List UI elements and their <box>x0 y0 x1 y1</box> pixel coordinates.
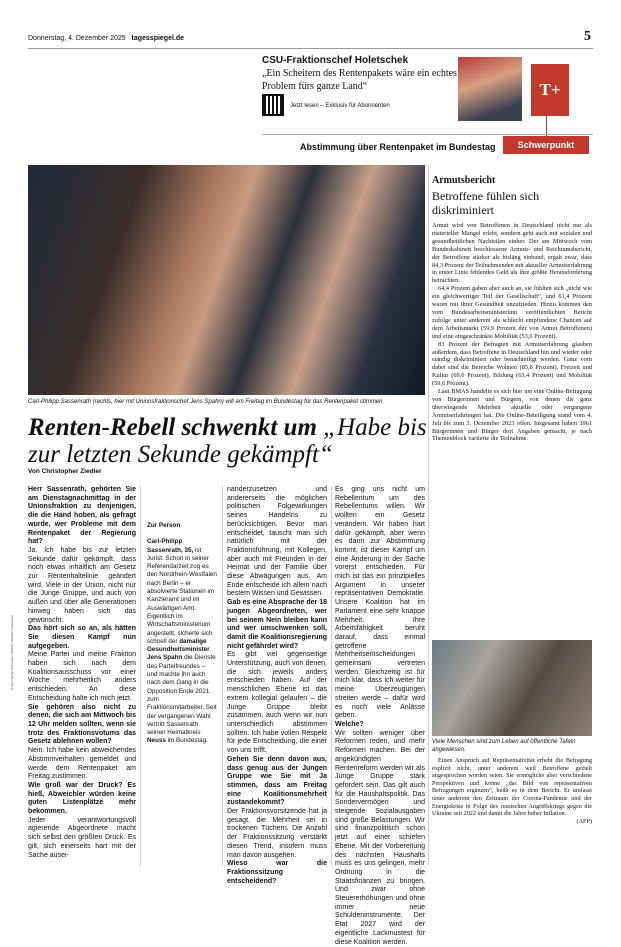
answer: Ja. Ich habe bis zur letzten Sekunde dafür gekämpft, dass noch etwas inhaltlich am Gesetz zur Rentenhaltelinie geändert wird. Viele in der Union, nicht nur die Junge Gruppe, und auch von außen und über alle Generationen hinweg haben sich das gewünscht. <box>28 546 136 624</box>
sidebox-body-2 <box>432 757 592 825</box>
answer: Jeder verantwortungsvoll agierende Abgeordnete macht sich selbst den größten Druck. Es gilt, sich einerseits hart mit der Sache ausei- <box>28 816 136 859</box>
headline <box>28 414 428 468</box>
masthead <box>28 35 184 42</box>
sidebox-headline: Betroffene fühlen sich diskriminiert <box>432 189 540 217</box>
photo-caption: Carl-Philipp Sassenrath (rechts, hier mit Unionsfraktionschef Jens Spahn) will am Freitag im Bundestag für das Rentenpaket stimmen. <box>28 399 385 405</box>
answer: Es gibt viel gegenseitige Unterstützung, auch von denen, die sich jeweils anders entschieden haben. Auf der menschlichen Ebene ist das extrem kollegial gelaufen – die Junge Gruppe bleibt zusammen, auch wenn wir nun unterschiedlich abstimmen sollten. Ich habe vollen Respekt für jede Entscheidung, die einer von uns trifft. <box>227 651 327 755</box>
question: Gehen Sie denn davon aus, dass genug aus der Jungen Gruppe wie Sie mit Ja stimmen, dass am Freitag eine Koalitionsmehrheit zustandekommt? <box>227 755 327 807</box>
headline-bold: Renten-Rebell schwenkt um <box>28 414 317 441</box>
question: Wie groß war der Druck? Es hieß, Abweichler würden keine guten Listenplätze mehr bekommen. <box>28 781 136 816</box>
masthead-date: Donnerstag, 4. Dezember 2025 <box>28 35 126 42</box>
column-divider <box>222 486 223 866</box>
section-label: Abstimmung über Rentenpaket im Bundestag <box>300 142 496 152</box>
question: Welche? <box>335 720 364 728</box>
teaser-quote[interactable]: „Ein Scheitern des Rentenpakets wäre ein echtes Problem fürs ganze Land“ <box>262 68 457 92</box>
question: Sie gehören also nicht zu denen, die sich am Mittwoch bis 12 Uhr melden sollten, wenn sie trotz des Fraktionsvotums das Gesetz ablehnen wollen? <box>28 703 136 746</box>
answer: Der Fraktionsvorsitzende hat ja gesagt, die Mehrheit sei in trockenen Tüchern. Die Anzahl der Fraktionssitzung verstärkt diesen Trend, insofern muss man davon ausgehen. <box>227 808 327 859</box>
question: Wieso war die Fraktionssitzung entscheidend? <box>227 860 327 885</box>
teaser-title[interactable]: CSU-Fraktionschef Holetschek <box>262 55 409 66</box>
top-divider <box>28 48 593 49</box>
column-divider <box>140 486 141 866</box>
page-number: 5 <box>584 29 591 44</box>
section-divider <box>262 134 593 135</box>
headline-rest: „Habe bis zur letzten Sekunde gekämpft“ <box>28 414 427 468</box>
sidebox-paragraph: Armut wird von Betroffenen in Deutschland nicht nur als materieller Mangel erlebt, sondern geht auch mit sozialen und gesundheitlichen Nachteilen einher. Der am Mittwoch vom Bundeskabinett beschlossene Armuts- und Reichtumsbericht, der Betroffene stärker als bisläng einband, ergab zwar, dass 84,3 Prozent der Teilnehmenden mit aktueller Armutserfahrung in erster Linie fehlendes Geld als ihre größte Herausforderung betrachten. <box>432 222 592 285</box>
tplus-badge[interactable]: T+ <box>531 64 569 116</box>
person-bold: damalige Gesundheitsminister Jens Spahn <box>147 637 210 662</box>
question: Herr Sassenrath, gehörten Sie am Dienstagnachmittag in der Unionsfraktion zu denjenigen, die die Hand hoben, als gefragt wurde, wer Probleme mit dem Rentenpaket der Regierung hat? <box>28 486 136 546</box>
question: Gab es eine Absprache der 18 jungen Abgeordneten, wer bei seinem Nein bleiben kann und wer umschwenken soll, damit die Koalitionsregierung nicht gefährdet wird? <box>227 599 327 650</box>
answer: nanderzusetzen und andererseits die möglichen politischen Folgewirkungen seines Handelns zu berücksichtigen. Bevor man entscheidet, tauscht man sich natürlich mit der Fraktionsführung, mit Kollegen, aber auch mit Freunden in der Heimat und der Familie über diese Abwägungen aus. Am Ende entscheide ich allein nach bestem Wissen und Gewissen. <box>227 486 327 598</box>
question: Das hört sich so an, als hätten Sie diesen Kampf nun aufgegeben. <box>28 625 136 650</box>
sidebox-paragraph: Laut BMAS handelte es sich hier um eine Online-Befragung von Bürgerinnen und Bürgern, von denen die ganz überwiegende Mehrheit aktuelle oder vergangene Armutserfahrungen hat. Die Online-Beteiligung stand vom 4. Juli bis zum 3. Dezember 2023 offen. Insgesamt haben 3961 Bürgerinnen und Bürger dort Angaben gemacht, je nach Themenblock variierte die Teilnahme. <box>432 388 592 443</box>
masthead-brand[interactable]: tagesspiegel.de <box>131 35 185 42</box>
answer: Es ging uns nicht um Rebellentum um des Rebellentums willen. Wir wollten ein Gesetz verändern. Wir haben hart dafür gekämpft, aber wenn es dann zur Abstimmung kommt, ist dieser Kampf um eine Änderung in der Sache vorerst entschieden. Für mich ist das ein prinzipielles Argument in unserer repräsentativen Demokratie. Unsere Koalition hat im Parlament eine sehr knappe Mehrheit. Ihre Arbeitsfähigkeit beruht darauf, dass einmal getroffene Mehrheitsentscheidungen gemeinsam vertreten werden. Gleichzeitig ist für mich klar, dass ich weiter für meine Überzeugungen streiten werde – dafür wird es noch viele Anlässe geben. <box>335 486 425 720</box>
sidebox-photo <box>432 640 592 736</box>
answer: Meine Partei und meine Fraktion haben sich nach dem Koalitionsausschuss vor einer Woche mehrheitlich anders entschieden. An diese Entscheidung halte ich mich jetzt. <box>28 651 136 702</box>
badge-line <box>546 116 547 136</box>
sidebox-paragraph: 83 Prozent der Befragten mit Armutserfahrung glauben außerdem, dass Betroffene in Deutschland hin und wieder oder ständig diskriminiert oder benachteiligt werden. Ganz vorn dabei sind die Bereiche Wohnen (85,8 Prozent), Freizeit und Kultur (69,6 Prozent), Bildung (63,4 Prozent) und Mobilität (59,6 Prozent). <box>432 340 592 388</box>
sidebox-paragraph: 64,4 Prozent gaben aber auch an, sie fühlten sich „nicht wie ein gleichwertiger Teil der Gesellschaft“, und 61,4 Prozent waren mit ihrer Gesundheit unzufrieden. Hinzu kommen den vom Bundesarbeitsministerium veröffentlichten Bericht zufolge unter anderem als schlecht empfundene Chancen auf dem Arbeitsmarkt (59,9 Prozent der von Armut Betroffenen) und eine eingeschränkte Mobilität (53,6 Prozent). <box>432 285 592 340</box>
interview-col-3 <box>227 486 327 886</box>
person-bold: Neuss <box>147 737 166 745</box>
qr-code-icon[interactable] <box>262 94 284 116</box>
agency-credit: (AFP) <box>576 817 592 825</box>
person-box-title: Zur Person <box>147 522 181 529</box>
section-tag: Schwerpunkt <box>503 136 589 154</box>
interview-col-1 <box>28 486 136 860</box>
photo-credit: © dpa / Stefan Schneider / IMAGO / IMAGO / Fotostand <box>10 615 14 690</box>
main-photo <box>28 165 425 395</box>
sidebox-photo-caption: Viele Menschen sind zum Leben auf öffentliche Tafeln angewiesen. <box>432 739 576 753</box>
sidebox-paragraph: Einen Anspruch auf Repräsentativität erhebt die Befragung explizit nicht, unter anderem weil Betroffene gezielt angesprochen worden seien. Sie ermögliche aber verschiedene Perspektiven und könne „das Bild von repräsentativen Befragungen ergänzen“, heißt es in dem Bericht. Er umfasst unter anderem den Zeitraum der Corona-Pandemie und der Energiekrise in Folge des russischen Angriffskriegs gegen die Ukraine seit 2022 und damit die Jahre hoher Inflation. <box>432 757 592 818</box>
teaser-cta[interactable]: Jetzt lesen – Exklusiv für Abonnenten <box>290 103 390 109</box>
sidebox-kicker: Armutsbericht <box>432 175 496 186</box>
teaser-portrait[interactable] <box>458 57 522 121</box>
answer: Nein. Ich habe kein abweichendes Abstimmverhalten gemeldet und werde dem Rentenpaket am Freitag zustimmen. <box>28 747 136 781</box>
person-text: die Dienste des Parteifreundes – und machte ihn auch nach dem Gang in die Opposition Ende 2021 zum Fraktionsmitarbeiter. Seit der vergangenen Wahl vertritt Sassenrath seinen Heimatkreis <box>147 654 217 737</box>
column-divider <box>331 486 332 866</box>
column-divider <box>428 165 429 865</box>
person-name: Carl-Philipp Sassenrath, 35, <box>147 538 194 554</box>
sidebox-body <box>432 222 592 443</box>
person-text: im Bundestag. <box>165 737 208 745</box>
answer: Wir sollten weniger über Reformen reden, und mehr Reformen machen. Bei der angekündigten Rentenreform werden wir als Junge Gruppe stark gefordert sein. Das gilt auch für die Haushaltspolitik. Das Sondervermögen und steigende Sozialausgaben sind große Belastungen. Wir sind finanzpolitisch schon jetzt auf einer schiefen Ebene. Mit der Vorbereitung des nächsten Haushalts muss es uns gelingen, mehr Ordnung in die Staatsfinanzen zu bringen. Und zwar ohne Steuererhöhungen und ohne immer neue Schuldeninstrumente. Der Etat 2027 wird der eigentliche Lackmustest für diese Koalition werden. <box>335 729 425 946</box>
interview-col-4 <box>335 486 425 947</box>
person-box <box>147 522 217 746</box>
byline: Von Christopher Ziedler <box>28 468 102 475</box>
person-text: ist Jurist. Schon in seiner Referendarzeit zog es den Nordrhein-Westfalen nach Berlin – er absolvierte Stationen im Kanzleramt und im Auswärtigen Amt. Eigentlich im Wirtschaftsministerium angestellt, sicherte sich schnell der <box>147 546 217 645</box>
